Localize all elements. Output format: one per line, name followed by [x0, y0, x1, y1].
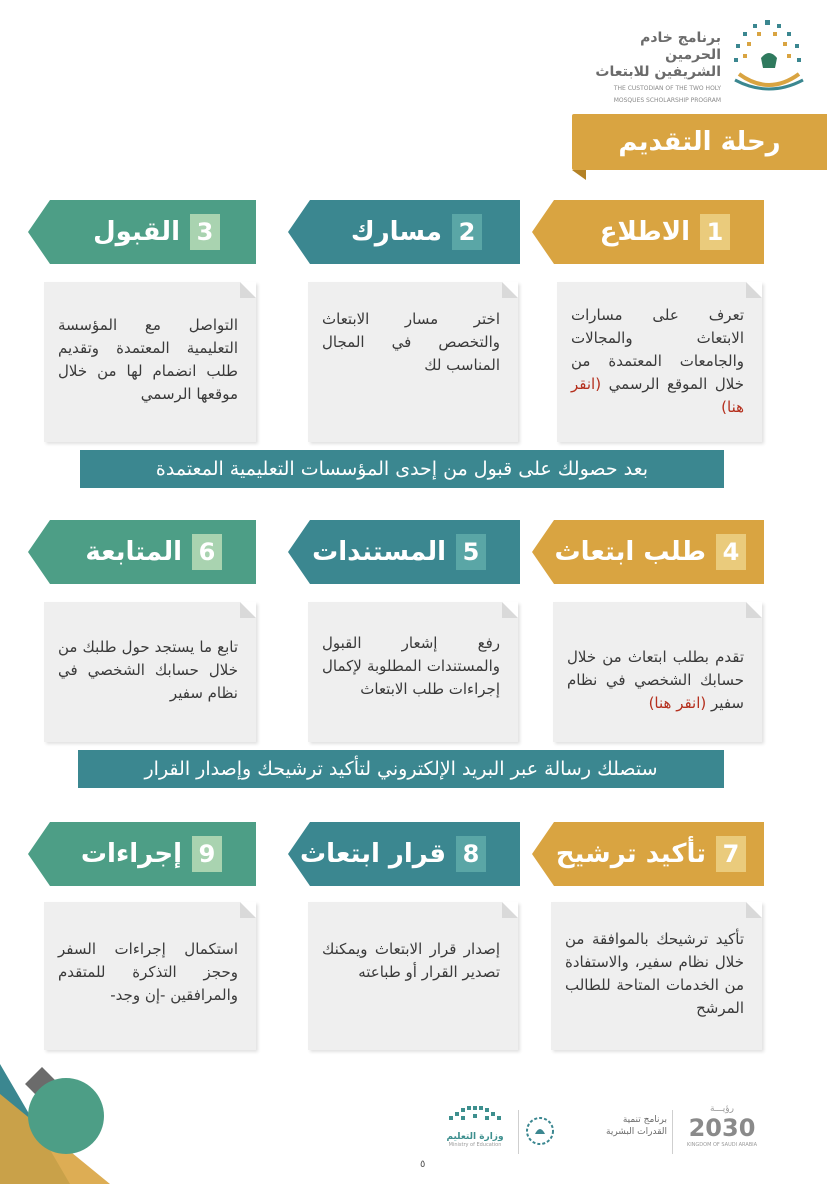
step-8-card	[308, 902, 518, 1050]
info-banner-2: ستصلك رسالة عبر البريد الإلكتروني لتأكيد ترشيحك وإصدار القرار	[78, 750, 724, 788]
hcd-program-logo	[606, 1114, 667, 1138]
program-name-line2: الشريفين للابتعاث	[595, 64, 721, 80]
hcd-line2: القدرات البشرية	[606, 1127, 667, 1137]
step-5-card	[308, 602, 518, 742]
info-banner-1: بعد حصولك على قبول من إحدى المؤسسات التعليمية المعتمدة	[80, 450, 724, 488]
step-6-card	[44, 602, 256, 742]
vision-sub: KINGDOM OF SAUDI ARABIA	[686, 1142, 758, 1148]
step-3-label: القبول	[93, 217, 180, 247]
step-1-header	[532, 200, 764, 264]
vision-year: 2030	[688, 1114, 756, 1142]
step-1-label: الاطلاع	[599, 217, 690, 247]
step-3-card	[44, 282, 256, 442]
step-4-link[interactable]: (انقر هنا)	[648, 694, 707, 712]
step-7-header	[532, 822, 764, 886]
step-1-description: تعرف على مسارات الابتعاث والمجالات والجامعات المعتمدة من خلال الموقع الرسمي	[571, 306, 744, 393]
program-logo	[587, 18, 807, 104]
moe-emblem-icon	[445, 1104, 505, 1128]
step-2-card	[308, 282, 518, 442]
step-8-number: 8	[456, 836, 486, 872]
page-number: ٥	[420, 1159, 426, 1170]
step-4-card	[553, 602, 762, 742]
step-9-header	[28, 822, 256, 886]
step-6-number: 6	[192, 534, 222, 570]
step-9-number: 9	[192, 836, 222, 872]
hcd-line1: برنامج تنمية	[622, 1115, 667, 1125]
step-4-description: تقدم بطلب ابتعاث من خلال حسابك الشخصي في نظام سفير	[567, 648, 744, 712]
step-9-description: استكمال إجراءات السفر وحجز التذكرة للمتقدم والمرافقين -إن وجد-	[58, 940, 238, 1004]
ministry-of-education-logo	[437, 1104, 513, 1148]
step-9-card	[44, 902, 256, 1050]
step-6-label: المتابعة	[85, 537, 182, 567]
step-2-description: اختر مسار الابتعاث والتخصص في المجال المناسب لك	[322, 310, 500, 374]
step-3-number: 3	[190, 214, 220, 250]
program-emblem-icon	[731, 18, 807, 94]
footer-divider	[672, 1110, 673, 1154]
step-6-header	[28, 520, 256, 584]
program-name-line1: برنامج خادم الحرمين	[640, 30, 721, 63]
step-8-description: إصدار قرار الابتعاث ويمكنك تصدير القرار أو طباعته	[322, 940, 500, 981]
step-5-description: رفع إشعار القبول والمستندات المطلوبة لإكمال إجراءات طلب الابتعاث	[322, 634, 500, 698]
step-7-label: تأكيد ترشيح	[555, 839, 706, 869]
moe-name-en: Ministry of Education	[448, 1142, 502, 1148]
step-1-card	[557, 282, 762, 442]
step-2-header	[288, 200, 520, 264]
vision-label: رؤيـــة	[710, 1104, 734, 1114]
step-4-label: طلب ابتعاث	[554, 537, 706, 567]
step-9-label: إجراءات	[80, 839, 182, 869]
step-5-header	[288, 520, 520, 584]
step-8-header	[288, 822, 520, 886]
step-7-card	[551, 902, 762, 1050]
step-4-number: 4	[716, 534, 746, 570]
step-3-header	[28, 200, 256, 264]
footer-divider-2	[518, 1110, 519, 1154]
step-5-label: المستندات	[312, 537, 446, 567]
program-name-en-line1: THE CUSTODIAN OF THE TWO HOLY	[613, 85, 721, 92]
step-4-header	[532, 520, 764, 584]
step-7-number: 7	[716, 836, 746, 872]
moe-name: وزارة التعليم	[446, 1132, 504, 1142]
step-6-description: تابع ما يستجد حول طلبك من خلال حسابك الشخصي في نظام سفير	[58, 638, 238, 702]
footer-logos	[437, 1104, 767, 1164]
title-ribbon	[572, 114, 827, 170]
step-8-label: قرار ابتعاث	[300, 839, 446, 869]
step-2-label: مسارك	[350, 217, 442, 247]
vision-2030-logo	[677, 1104, 767, 1148]
decorative-shapes	[0, 1064, 200, 1184]
step-3-description: التواصل مع المؤسسة التعليمية المعتمدة وتقديم طلب انضمام لها من خلال موقعها الرسمي	[58, 316, 238, 403]
step-1-link[interactable]: (انقر هنا)	[571, 375, 744, 416]
saudi-emblem-icon	[525, 1116, 555, 1146]
step-5-number: 5	[456, 534, 486, 570]
program-name-en-line2: MOSQUES SCHOLARSHIP PROGRAM	[613, 97, 721, 104]
step-2-number: 2	[452, 214, 482, 250]
page-title: رحلة التقديم	[618, 127, 781, 157]
step-7-description: تأكيد ترشيحك بالموافقة من خلال نظام سفير، والاستفادة من الخدمات المتاحة للطالب المرشح	[565, 930, 744, 1017]
step-1-number: 1	[700, 214, 730, 250]
